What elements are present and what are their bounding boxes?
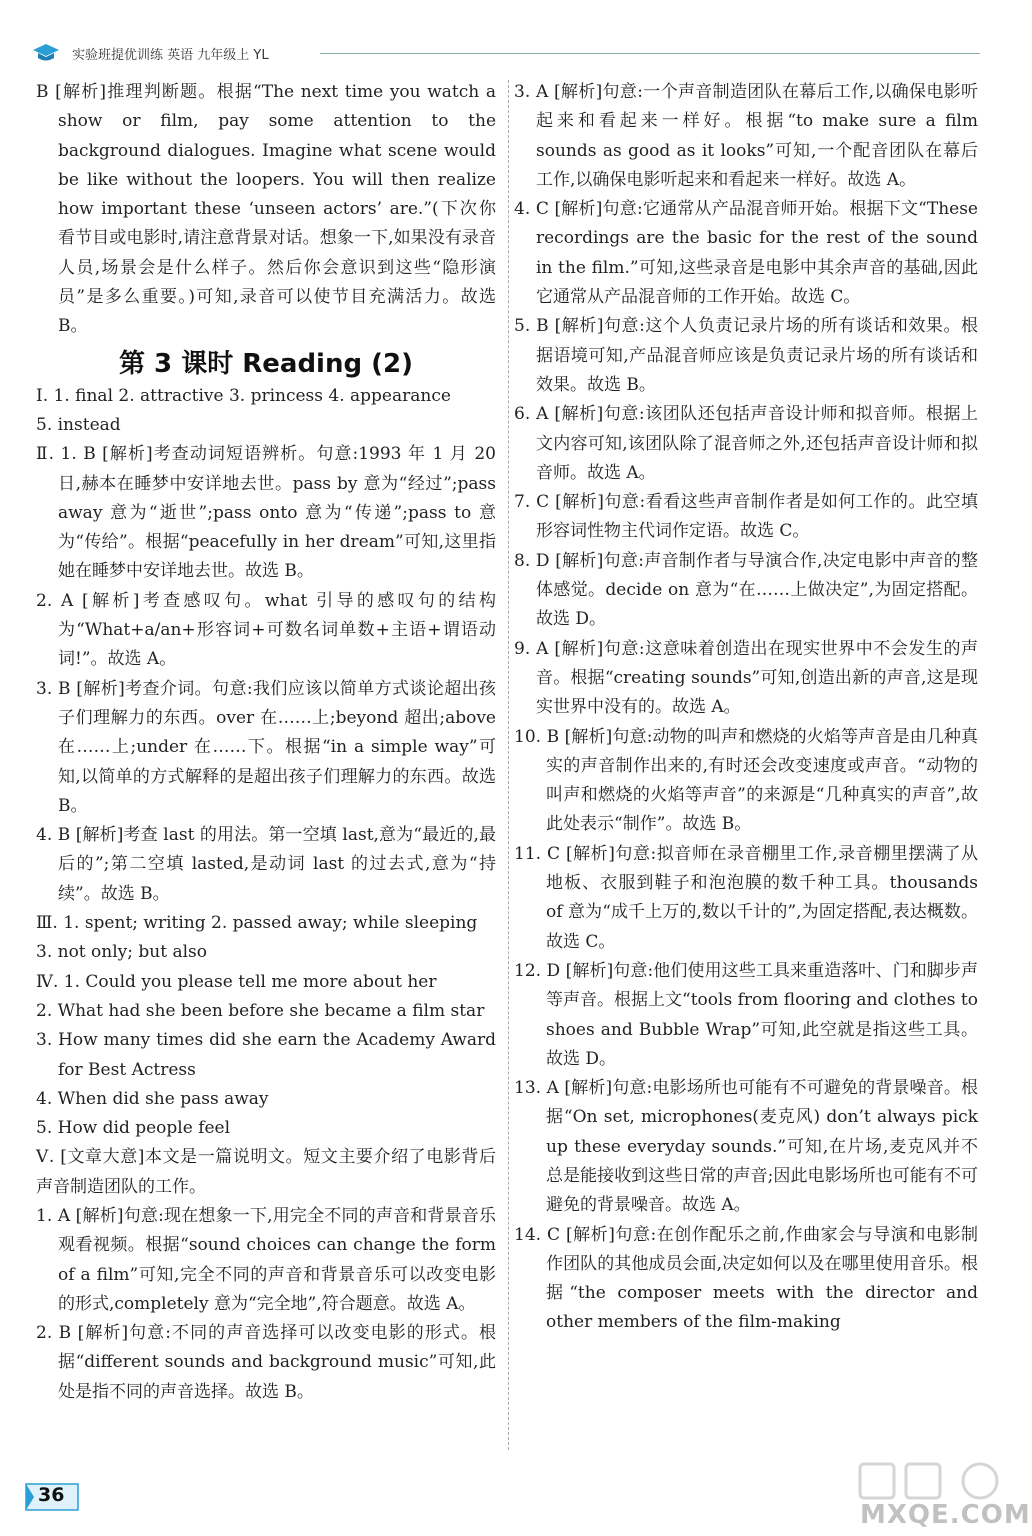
section-2-answer-2: 2. A [解析]考查感叹句。what 引导的感叹句的结构为“What+a/an+形容词+可数名词单数+主语+谓语动词!”。故选 A。 (36, 590, 496, 670)
section-5-answer-13: 13. A [解析]句意:电影场所也可能有不可避免的背景噪音。根据“On set, microphones(麦克风) don’t always pick up these everyday sounds.”可知,在片场,麦克风并不总是能接收到这些日常的声音;因此电影场所也可能有不可避免的背景噪音。故选 A。 (514, 1078, 978, 1216)
section-5-answer-2: 2. B [解析]句意:不同的声音选择可以改变电影的形式。根据“different sounds and background music”可知,此处是指不同的声音选择。故选 B。 (36, 1323, 496, 1402)
page-header (20, 38, 980, 68)
section-5-summary: Ⅴ. [文章大意]本文是一篇说明文。短文主要介绍了电影背后声音制造团队的工作。 (36, 1147, 496, 1197)
watermark-text: MXQE.COM (860, 1500, 1031, 1530)
graduation-cap-icon (32, 42, 60, 64)
section-3-answers-cont: 3. not only; but also (36, 942, 207, 963)
left-column (36, 78, 496, 1407)
header-rule (320, 53, 980, 54)
header-title: 实验班提优训练 英语 九年级上 YL (72, 48, 269, 63)
section-2-answer-3: 3. B [解析]考查介词。句意:我们应该以简单方式谈论超出孩子们理解力的东西。over 在……上;beyond 超出;above 在……上;under 在……下。根据“in a simple way”可知,以简单的方式解释的是超出孩子们理解力的东西。故选 B。 (36, 678, 496, 816)
section-1-answers-cont: 5. instead (36, 414, 121, 435)
section-5-answer-14: 14. C [解析]句意:在创作配乐之前,作曲家会与导演和电影制作团队的其他成员会面,决定如何以及在哪里使用音乐。根据“the composer meets with the director and other members of the film-making (514, 1224, 978, 1333)
section-2-answer-4: 4. B [解析]考查 last 的用法。第一空填 last,意为“最近的,最后的”;第二空填 lasted,是动词 last 的过去式,意为“持续”。故选 B。 (36, 825, 496, 904)
section-2-answer-1: Ⅱ. 1. B [解析]考查动词短语辨析。句意:1993 年 1 月 20 日,赫本在睡梦中安详地去世。pass by 意为“经过”;pass away 意为“逝世”;pass onto 意为“传递”;pass to 意为“传给”。根据“peacefully in her dream”可知,这里指她在睡梦中安详地去世。故选 B。 (36, 444, 496, 582)
section-4-answer-1: Ⅳ. 1. Could you please tell me more about her (36, 971, 437, 992)
column-divider (508, 80, 509, 1450)
section-5-answer-10: 10. B [解析]句意:动物的叫声和燃烧的火焰等声音是由几种真实的声音制作出来的,有时还会改变速度或声音。“动物的叫声和燃烧的火焰等声音”的来源是“几种真实的声音”,故此处表示“制作”。故选 B。 (514, 726, 978, 835)
section-5-answer-6: 6. A [解析]句意:该团队还包括声音设计师和拟音师。根据上文内容可知,该团队除了混音师之外,还包括声音设计师和拟音师。故选 A。 (514, 404, 978, 483)
right-column (514, 78, 978, 1338)
section-5-answer-5: 5. B [解析]句意:这个人负责记录片场的所有谈话和效果。根据语境可知,产品混音师应该是负责记录片场的所有谈话和效果。故选 B。 (514, 316, 978, 395)
page-number: 36 (38, 1484, 65, 1506)
section-1-answers: Ⅰ. 1. final 2. attractive 3. princess 4. appearance (36, 385, 451, 406)
section-5-answer-12: 12. D [解析]句意:他们使用这些工具来重造落叶、门和脚步声等声音。根据上文“tools from flooring and clothes to shoes and Bubble Wrap”可知,此空就是指这些工具。故选 D。 (514, 960, 978, 1069)
section-5-answer-8: 8. D [解析]句意:声音制作者与导演合作,决定电影中声音的整体感觉。decide on 意为“在……上做决定”,为固定搭配。故选 D。 (514, 550, 978, 630)
section-4-answer-2: 2. What had she been before she became a film star (36, 1000, 485, 1021)
answer-4: B [解析]推理判断题。根据“The next time you watch a show or film, pay some attention to the background dialogues. Imagine what scene would be like without the loopers. You will then realize how important these ‘unseen actors’ are.”(下次你看节目或电影时,请注意背景对话。想象一下,如果没有录音人员,场景会是什么样子。然后你会意识到这些“隐形演员”是多么重要。)可知,录音可以使节目充满活力。故选 B。 (36, 82, 496, 337)
section-5-answer-1: 1. A [解析]句意:现在想象一下,用完全不同的声音和背景音乐观看视频。根据“sound choices can change the form of a film”可知,完全不同的声音和背景音乐可以改变电影的形式,completely 意为“完全地”,符合题意。故选 A。 (36, 1205, 496, 1314)
section-5-answer-4: 4. C [解析]句意:它通常从产品混音师开始。根据下文“These recordings are the basic for the rest of the sound in the film.”可知,这些录音是电影中其余声音的基础,因此它通常从产品混音师的工作开始。故选 C。 (514, 199, 978, 308)
section-5-answer-9: 9. A [解析]句意:这意味着创造出在现实世界中不会发生的声音。根据“creating sounds”可知,创造出新的声音,这是现实世界中没有的。故选 A。 (514, 638, 978, 718)
lesson-title: 第 3 课时 Reading (2) (119, 348, 413, 379)
section-5-answer-11: 11. C [解析]句意:拟音师在录音棚里工作,录音棚里摆满了从地板、衣服到鞋子和泡泡膜的数千种工具。thousands of 意为“成千上万的,数以千计的”,为固定搭配,表达概数。故选 C。 (514, 843, 978, 952)
section-4-answer-4: 4. When did she pass away (36, 1088, 269, 1109)
section-5-answer-7: 7. C [解析]句意:看看这些声音制作者是如何工作的。此空填形容词性物主代词作定语。故选 C。 (514, 492, 978, 542)
section-4-answer-5: 5. How did people feel (36, 1118, 231, 1139)
section-4-answer-3: 3. How many times did she earn the Academy Award for Best Actress (36, 1030, 496, 1080)
section-3-answers: Ⅲ. 1. spent; writing 2. passed away; while sleeping (36, 913, 478, 934)
section-5-answer-3: 3. A [解析]句意:一个声音制造团队在幕后工作,以确保电影听起来和看起来一样好。根据“to make sure a film sounds as good as it looks”可知,一个配音团队在幕后工作,以确保电影听起来和看起来一样好。故选 A。 (514, 82, 978, 190)
